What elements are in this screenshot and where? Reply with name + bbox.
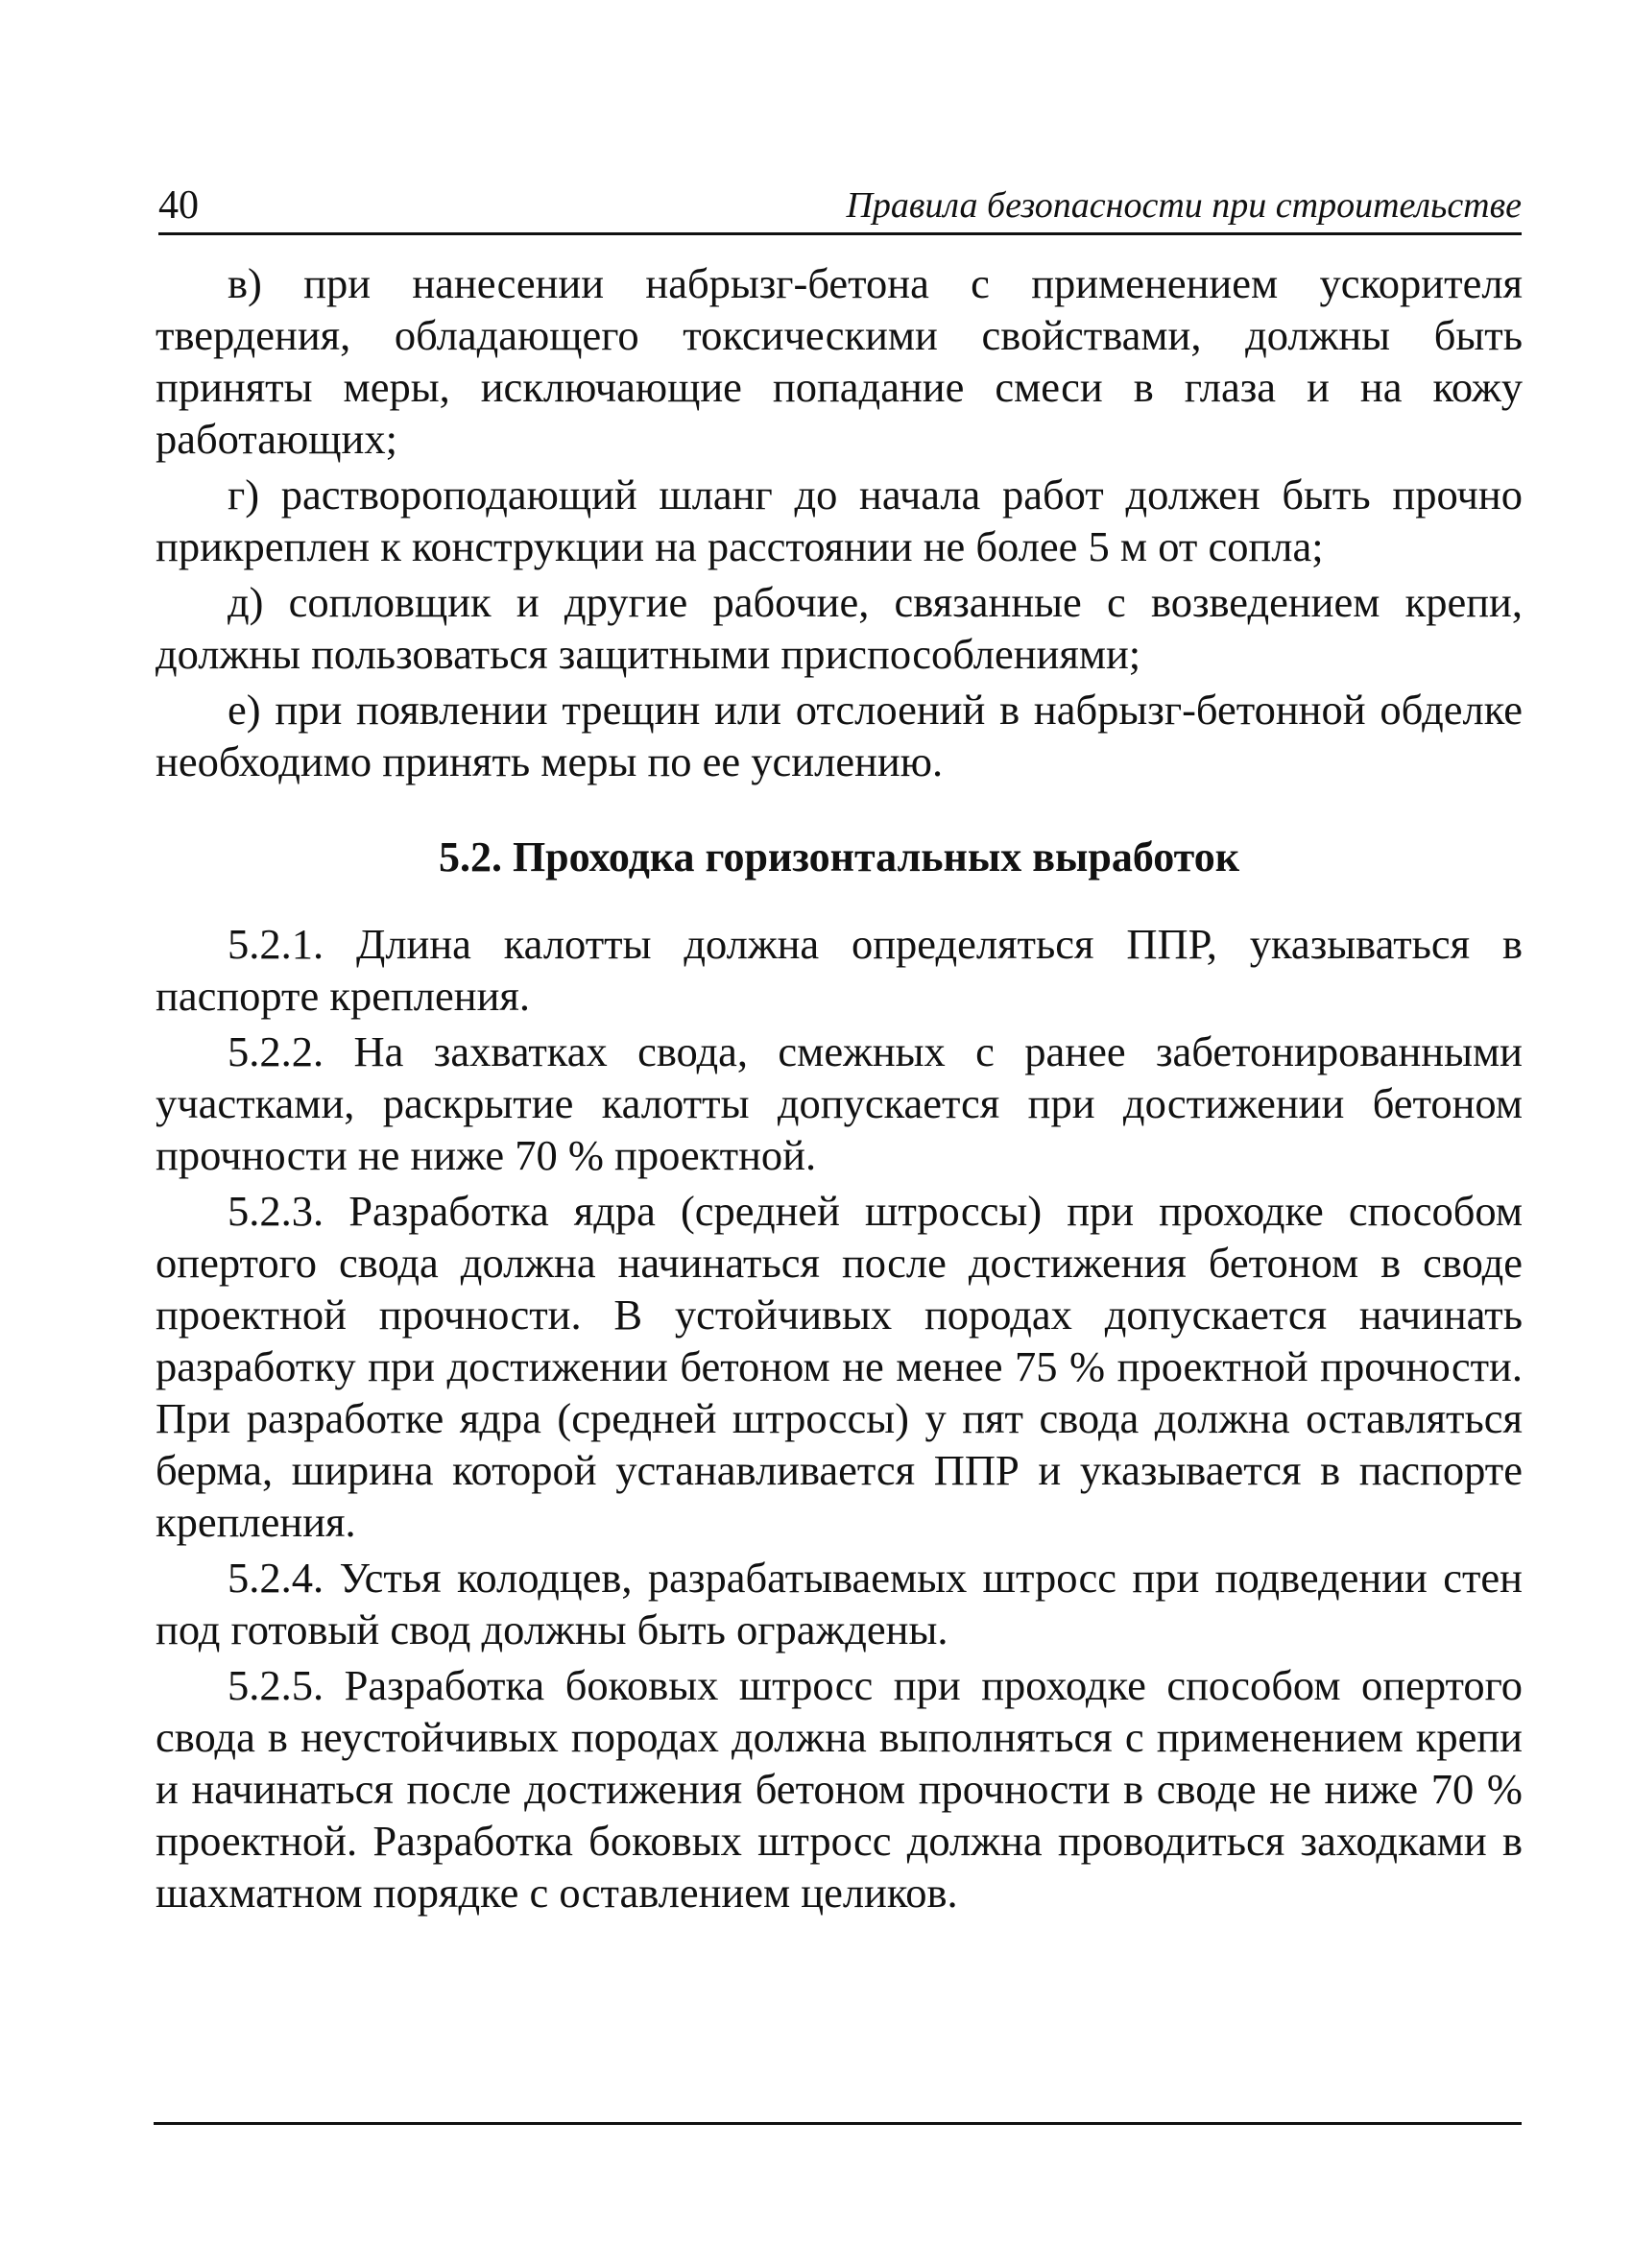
running-title: Правила безопасности при строительстве <box>846 185 1522 226</box>
page-header <box>158 182 1522 229</box>
clause-5-2-2: 5.2.2. На захватках свода, смежных с ранее забетонированными участками, раскрытие калотты допускается при достижении бетоном прочности не ниже 70 % проектной. <box>156 1027 1523 1179</box>
list-item-g: г) раствороподающий шланг до начала работ должен быть прочно прикреплен к конструкции на расстоянии не более 5 м от сопла; <box>156 470 1523 570</box>
clause-5-2-3: 5.2.3. Разработка ядра (средней штроссы) при проходке способом опертого свода должна начинаться после достижения бетоном в своде проектной прочности. В устойчивых породах допускается начинать разработку при достижении бетоном не менее 75 % проектной прочности. При разработке ядра (средней штроссы) у пят свода должна оставляться берма, ширина которой устанавливается ППР и указывается в паспорте крепления. <box>156 1187 1523 1546</box>
list-item-v: в) при нанесении набрызг-бетона с применением ускорителя твердения, обладающего токсическими свойствами, должны быть приняты меры, исключающие попадание смеси в глаза и на кожу работающих; <box>156 259 1523 463</box>
section-heading: 5.2. Проходка горизонтальных выработок <box>438 833 1240 881</box>
page-number: 40 <box>158 183 199 228</box>
header-rule <box>158 232 1522 235</box>
clause-5-2-4: 5.2.4. Устья колодцев, разрабатываемых штросс при подведении стен под готовый свод должны быть ограждены. <box>156 1554 1523 1653</box>
list-item-e: е) при появлении трещин или отслоений в набрызг-бетонной обделке необходимо принять меры по ее усилению. <box>156 686 1523 785</box>
clause-5-2-5: 5.2.5. Разработка боковых штросс при проходке способом опертого свода в неустойчивых породах должна выполняться с применением крепи и начинаться после достижения бетоном прочности в своде не ниже 70 % проектной. Разработка боковых штросс должна проводиться заходками в шахматном порядке с оставлением целиков. <box>156 1661 1523 1917</box>
list-item-d: д) сопловщик и другие рабочие, связанные с возведением крепи, должны пользоваться защитными приспособлениями; <box>156 578 1523 678</box>
page-body <box>156 257 1523 1918</box>
clause-5-2-1: 5.2.1. Длина калотты должна определяться ППР, указываться в паспорте крепления. <box>156 920 1523 1020</box>
footer-rule <box>154 2122 1522 2125</box>
